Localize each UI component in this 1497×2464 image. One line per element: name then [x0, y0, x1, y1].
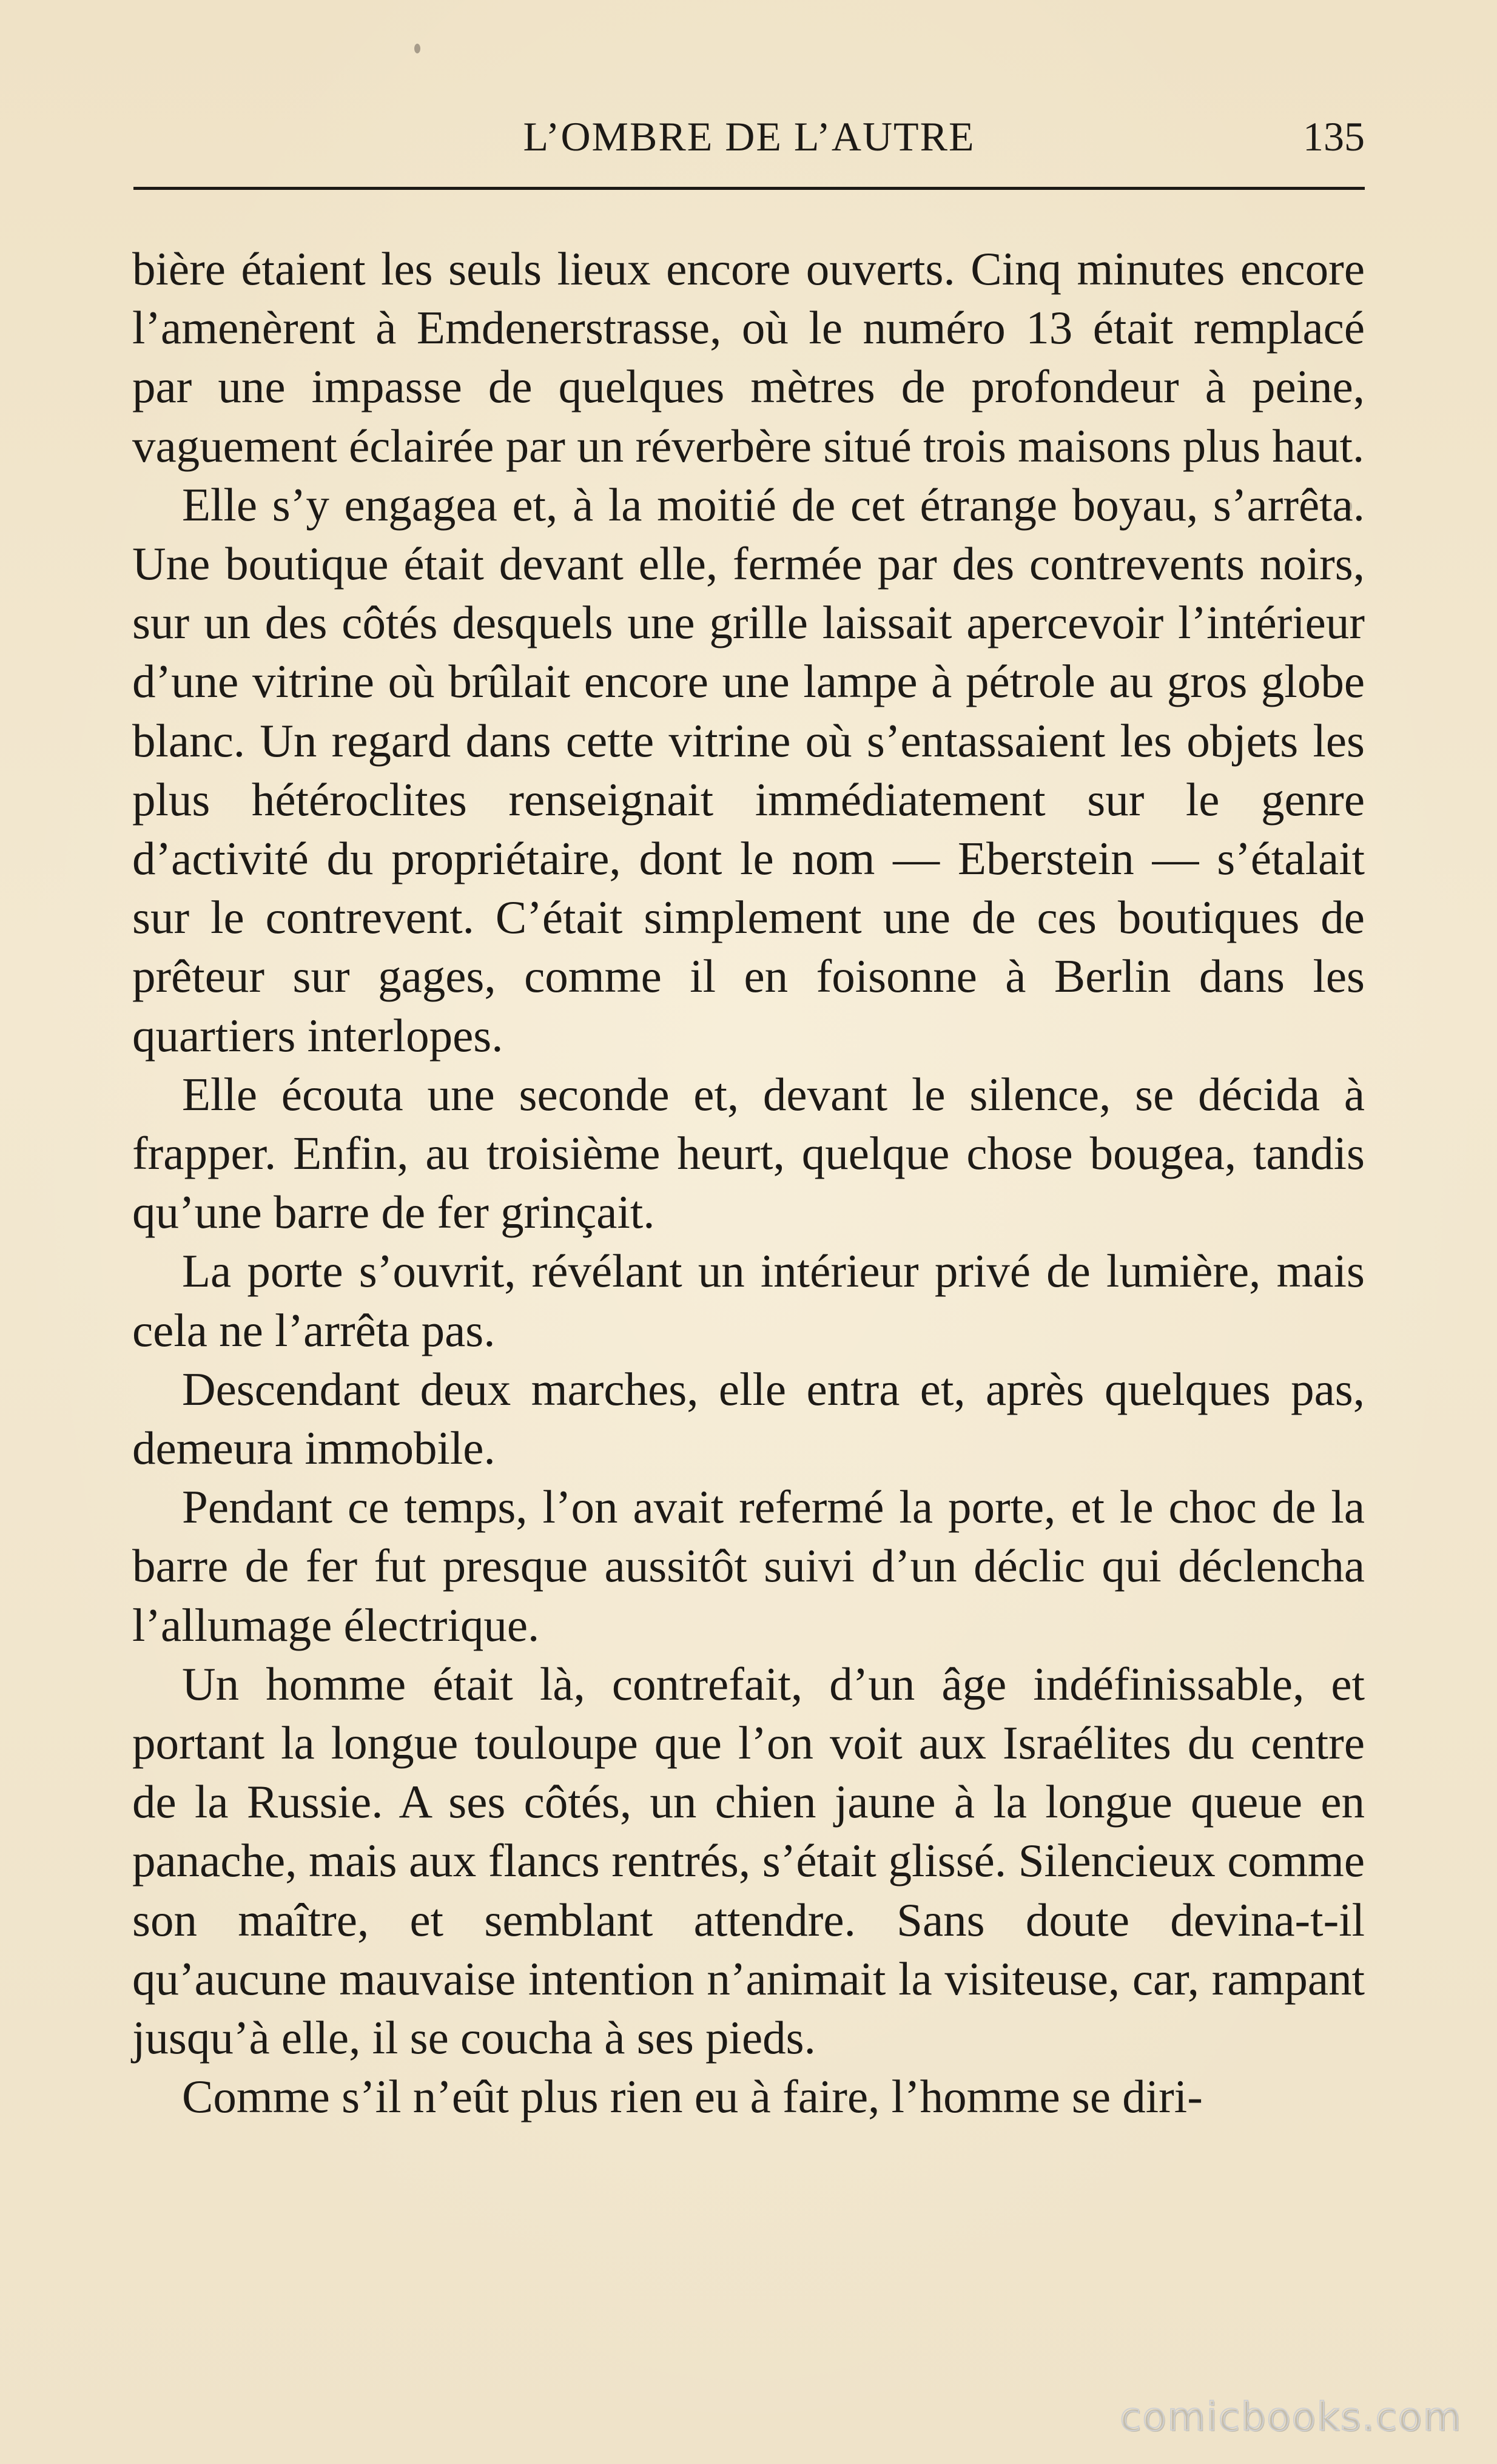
watermark: comicbooks.com — [1119, 2395, 1462, 2440]
running-title: L’OMBRE DE L’AUTRE — [523, 113, 975, 160]
body-text — [132, 240, 1365, 2127]
paragraph: La porte s’ouvrit, révélant un intérieur privé de lumière, mais cela ne l’arrêta pas. — [132, 1245, 1365, 1356]
paragraph: Descendant deux marches, elle entra et, après quelques pas, demeura immobile. — [132, 1362, 1365, 1475]
header-rule — [133, 187, 1365, 190]
page-number: 135 — [1303, 113, 1365, 160]
running-header — [133, 103, 1365, 170]
paragraph: bière étaient les seuls lieux encore ouverts. Cinq minutes encore l’amenèrent à Emdenerstrasse, où le numéro 13 était remplacé par une impasse de quelques mètres de profondeur à peine, vaguement éclairée par un réverbère situé trois maisons plus haut. — [132, 243, 1365, 472]
paragraph: Pendant ce temps, l’on avait refermé la porte, et le choc de la barre de fer fut presque aussitôt suivi d’un déclic qui déclencha l’allumage électrique. — [132, 1481, 1365, 1651]
paragraph: Elle écouta une seconde et, devant le silence, se décida à frapper. Enfin, au troisième heurt, quelque chose bougea, tandis qu’une barre de fer grinçait. — [132, 1068, 1365, 1239]
paragraph: Un homme était là, contrefait, d’un âge indéfinissable, et portant la longue touloupe que l’on voit aux Israélites du centre de la Russie. A ses côtés, un chien jaune à la longue queue en panache, mais aux flancs rentrés, s’était glissé. Silencieux comme son maître, et semblant attendre. Sans doute devina-t-il qu’aucune mauvaise intention n’animait la visiteuse, car, rampant jusqu’à elle, il se coucha à ses pieds. — [132, 1657, 1365, 2064]
paragraph: Comme s’il n’eût plus rien eu à faire, l’homme se diri- — [182, 2070, 1203, 2123]
paragraph: Elle s’y engagea et, à la moitié de cet étrange boyau, s’arrêta. Une boutique était devant elle, fermée par des contrevents noirs, sur un des côtés desquels une grille laissait apercevoir l’intérieur d’une vitrine où brûlait encore une lampe à pétrole au gros globe blanc. Un regard dans cette vitrine où s’entassaient les objets les plus hétéroclites renseignait immédiatement sur le genre d’activité du propriétaire, dont le nom — Eberstein — s’étalait sur le contrevent. C’était simplement une de ces boutiques de prêteur sur gages, comme il en foisonne à Berlin dans les quartiers interlopes. — [132, 478, 1365, 1062]
ink-speck — [414, 44, 420, 53]
